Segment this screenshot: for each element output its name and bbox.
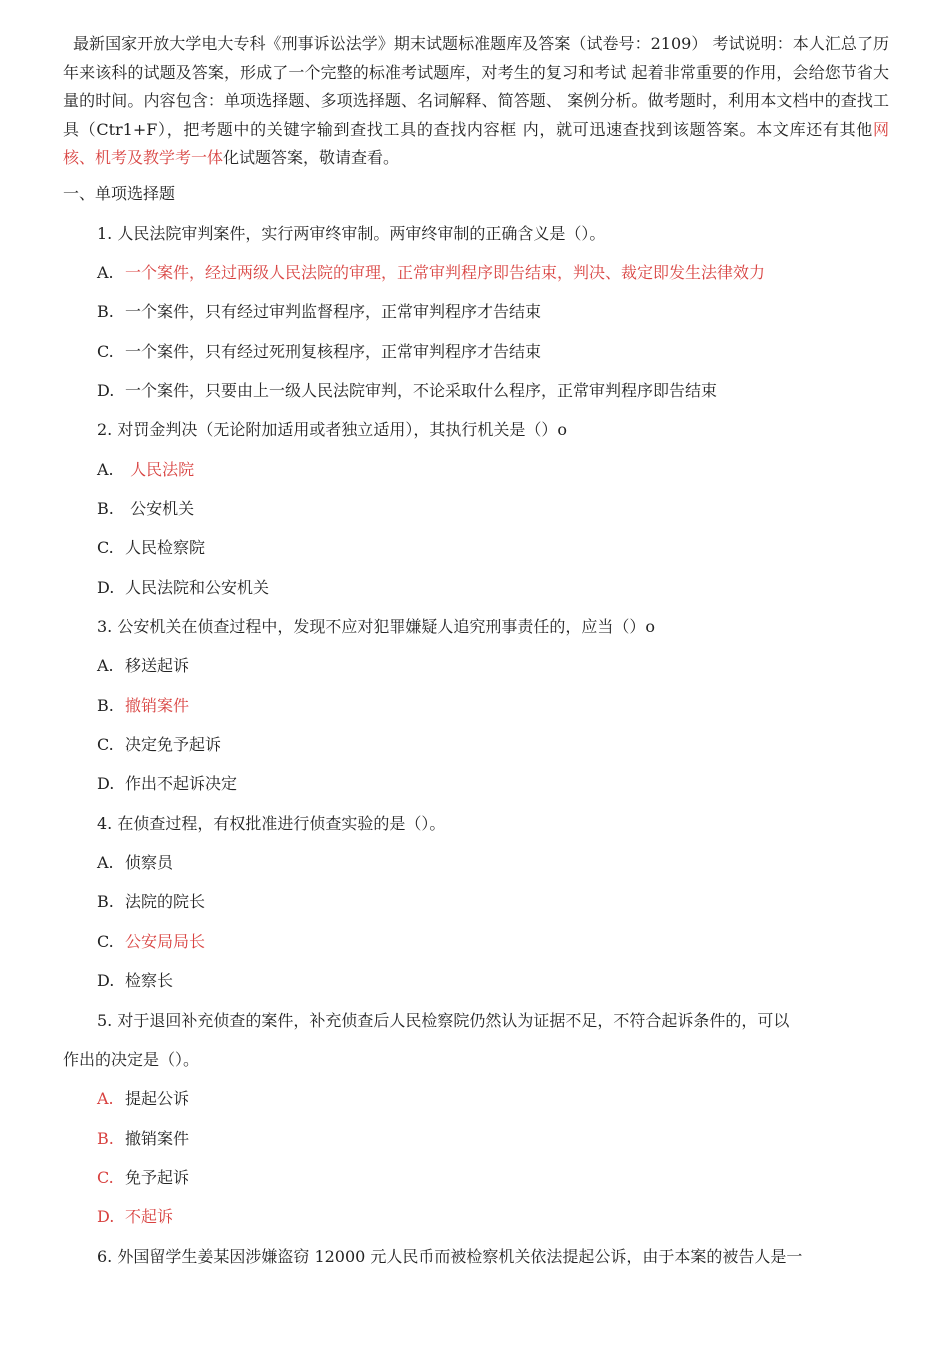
q2-option-a — [97, 459, 194, 481]
q1-option-a — [97, 262, 765, 284]
q4-option-a — [97, 852, 173, 874]
option-letter: D. — [97, 578, 115, 597]
q3-option-b-text: 撤销案件 — [125, 696, 190, 715]
q3-option-c-text: 决定免予起诉 — [125, 735, 222, 754]
option-letter: B. — [97, 1129, 114, 1148]
intro-text-2: 化试题答案，敬请查看。 — [223, 148, 400, 168]
q4-option-b-text: 法院的院长 — [125, 892, 206, 911]
option-letter: B. — [97, 696, 114, 715]
q1-stem: 1. 人民法院审判案件，实行两审终审制。两审终审制的正确含义是（）。 — [97, 224, 606, 243]
q3-stem: 3. 公安机关在侦查过程中，发现不应对犯罪嫌疑人追究刑事责任的，应当（）o — [97, 617, 655, 636]
q5-option-d-text: 不起诉 — [125, 1207, 174, 1226]
q5-option-a — [97, 1088, 189, 1110]
q6-stem: 6. 外国留学生姜某因涉嫌盗窃 12000 元人民币而被检察机关依法提起公诉，由于本案的被告人是一 — [97, 1247, 803, 1266]
option-letter: C. — [97, 1168, 114, 1187]
option-letter: D. — [97, 971, 115, 990]
q4-option-a-text: 侦察员 — [125, 853, 174, 872]
q1-option-d-text: 一个案件，只要由上一级人民法院审判，不论采取什么程序，正常审判程序即告结束 — [125, 381, 718, 400]
q5-stem-line2: 作出的决定是（）。 — [63, 1050, 200, 1069]
q5-stem-line1: 5. 对于退回补充侦查的案件，补充侦查后人民检察院仍然认为证据不足，不符合起诉条件的，可以 — [97, 1011, 790, 1030]
q3-option-c — [97, 734, 221, 756]
option-letter: D. — [97, 1207, 115, 1226]
option-letter: D. — [97, 774, 115, 793]
option-letter: B. — [97, 892, 114, 911]
q4-option-b — [97, 891, 205, 913]
q3-option-d — [97, 773, 237, 795]
q4-option-c-text: 公安局局长 — [125, 932, 206, 951]
q1-option-a-text: 一个案件，经过两级人民法院的审理，正常审判程序即告结束，判决、裁定即发生法律效力 — [125, 263, 766, 282]
q5-option-b — [97, 1128, 189, 1150]
q5-option-c — [97, 1167, 189, 1189]
option-letter: B. — [97, 499, 114, 518]
q3-option-a-text: 移送起诉 — [125, 656, 190, 675]
q3-option-d-text: 作出不起诉决定 — [125, 774, 238, 793]
q2-option-b — [97, 498, 194, 520]
q4-option-d-text: 检察长 — [125, 971, 174, 990]
option-letter: C. — [97, 538, 114, 557]
q4-option-d — [97, 970, 173, 992]
q1-option-b-text: 一个案件，只有经过审判监督程序，正常审判程序才告结束 — [125, 302, 542, 321]
option-letter: C. — [97, 932, 114, 951]
q1-option-d — [97, 380, 717, 402]
q5-option-a-text: 提起公诉 — [125, 1089, 190, 1108]
q2-option-b-text: 公安机关 — [125, 499, 195, 518]
q1-option-c-text: 一个案件，只有经过死刑复核程序，正常审判程序才告结束 — [125, 342, 542, 361]
option-letter: C. — [97, 735, 114, 754]
intro-paragraph — [63, 30, 889, 173]
q4-option-c — [97, 931, 205, 953]
q2-option-d — [97, 577, 269, 599]
option-letter: C. — [97, 342, 114, 361]
q3-option-a — [97, 655, 189, 677]
section-title: 一、单项选择题 — [63, 184, 176, 203]
q3-option-b — [97, 695, 189, 717]
q4-stem: 4. 在侦查过程，有权批准进行侦查实验的是（）。 — [97, 814, 446, 833]
q1-option-c — [97, 341, 541, 363]
q2-option-a-text: 人民法院 — [125, 460, 195, 479]
option-letter: B. — [97, 302, 114, 321]
option-letter: A. — [97, 656, 114, 675]
option-letter: D. — [97, 381, 115, 400]
option-letter: A. — [97, 460, 114, 479]
q1-option-b — [97, 301, 541, 323]
option-letter: A. — [97, 1089, 114, 1108]
q2-option-d-text: 人民法院和公安机关 — [125, 578, 270, 597]
q5-option-c-text: 免予起诉 — [125, 1168, 190, 1187]
intro-text-1: 最新国家开放大学电大专科《刑事诉讼法学》期末试题标准题库及答案（试卷号：2109） 考试说明：本人汇总了历年来该科的试题及答案，形成了一个完整的标准考试题库，对考生的复习和考试 起着非常重要的作用，会给您节省大量的时间。内容包含：单项选择题、多项选择题、名词解释、简答题、 案例分析。做考题时，利用本文档中的查找工具（Ctr1+F），把考题中的关键字输到查找工具的查找内容框 内，就可迅速查找到该题答案。本文库还有其他 — [63, 34, 889, 139]
option-letter: A. — [97, 263, 114, 282]
q2-option-c-text: 人民检察院 — [125, 538, 206, 557]
q5-option-b-text: 撤销案件 — [125, 1129, 190, 1148]
q2-stem: 2. 对罚金判决（无论附加适用或者独立适用），其执行机关是（）o — [97, 420, 567, 439]
q2-option-c — [97, 537, 205, 559]
q5-option-d — [97, 1206, 173, 1228]
intro-highlight: 网核、机考及教学考一体 — [63, 119, 889, 168]
option-letter: A. — [97, 853, 114, 872]
